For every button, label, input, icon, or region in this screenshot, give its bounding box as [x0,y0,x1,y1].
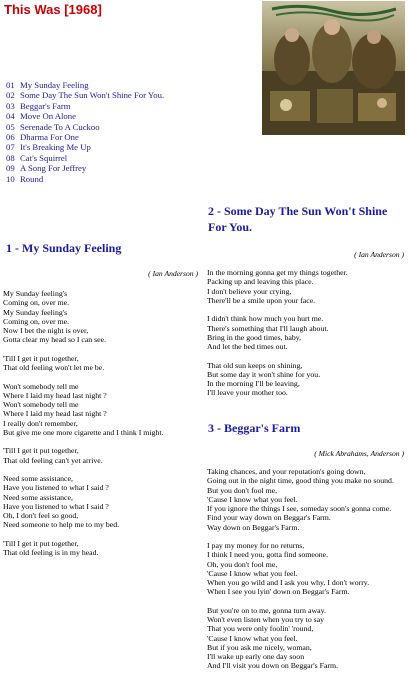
song-lyrics: My Sunday feeling's Coming on, over me. My Sunday feeling's Coming on, over me. Now I bet the night is over, Gotta clear my head so I can see. 'Till I get it put together, That old feeling won't let me be. Won't somebody tell me Where I laid my head last night ? Won't somebody tell me Where I laid my head last night ? I really don't remember, But give me one more cigarette and I think I might. 'Till I get it put together, That old feeling can't yet arrive. Need some assistance, Have you listened to what I said ? Need some assistance, Have you listened to what I said ? Oh, I don't feel so good, Need someone to help me to my bed. 'Till I get it put together, That old feeling is in my head. [3,289,164,557]
track-link[interactable]: 04 Move On Alone [6,111,76,122]
track-link[interactable]: 10 Round [6,173,44,184]
album-cover-artwork [262,1,405,135]
album-cover [262,1,405,135]
song-heading: 1 - My Sunday Feeling [6,241,122,255]
track-link[interactable]: 06 Dharma For One [6,132,79,143]
track-link[interactable]: 03 Beggar's Farm [6,100,71,111]
track-link[interactable]: 01 My Sunday Feeling [6,80,89,90]
page-title: This Was [1968] [4,2,102,17]
track-link[interactable]: 02 Some Day The Sun Won't Shine For You. [6,90,165,101]
song-credit: ( Ian Anderson ) [354,250,404,259]
track-link[interactable]: 05 Serenade To A Cuckoo [6,121,100,132]
song-lyrics: In the morning gonna get my things together. Packing up and leaving this place. I don't believe your crying, There'll be a smile upon your face. I didn't think how much you hurt me. There's something that I'll laugh about. Bring in the good times, baby, And let the bed times out. That old sun keeps on shining, But some day it won't shine for you. In the morning I'll be leaving, I'll leave your mother too. [207,268,348,398]
song-credit: ( Mick Abrahams, Anderson ) [314,449,404,458]
track-link[interactable]: 09 A Song For Jeffrey [6,163,87,174]
song-heading: 3 - Beggar's Farm [208,421,301,435]
song-heading: 2 - Some Day The Sun Won't Shine For You. [208,204,388,234]
track-list [6,80,164,184]
song-lyrics: Taking chances, and your reputation's going down, Going out in the night time, good thing you make no sound. But you don't fool me, 'Cause I know what you feel. If you ignore the things I see, someday soon's gonna come. Find your way down on Beggar's Farm. Way down on Beggar's Farm. I pay my money for no returns, I think I need you, gotta find someone. Oh, you don't fool me, 'Cause I know what you feel. When you go wild and I ask you why, I don't worry. When I see you lyin' down on Beggar's Farm. But you're on to me, gonna turn away. Won't even listen when you try to say That you were only foolin' 'round, 'Cause I know what you feel. But if you ask me nicely, woman, I'll wake up early one day soon And I'll visit you down on Beggar's Farm. [207,467,394,671]
track-link[interactable]: 08 Cat's Squirrel [6,152,68,163]
song-credit: ( Ian Anderson ) [148,269,198,278]
track-link[interactable]: 07 It's Breaking Me Up [6,142,91,153]
